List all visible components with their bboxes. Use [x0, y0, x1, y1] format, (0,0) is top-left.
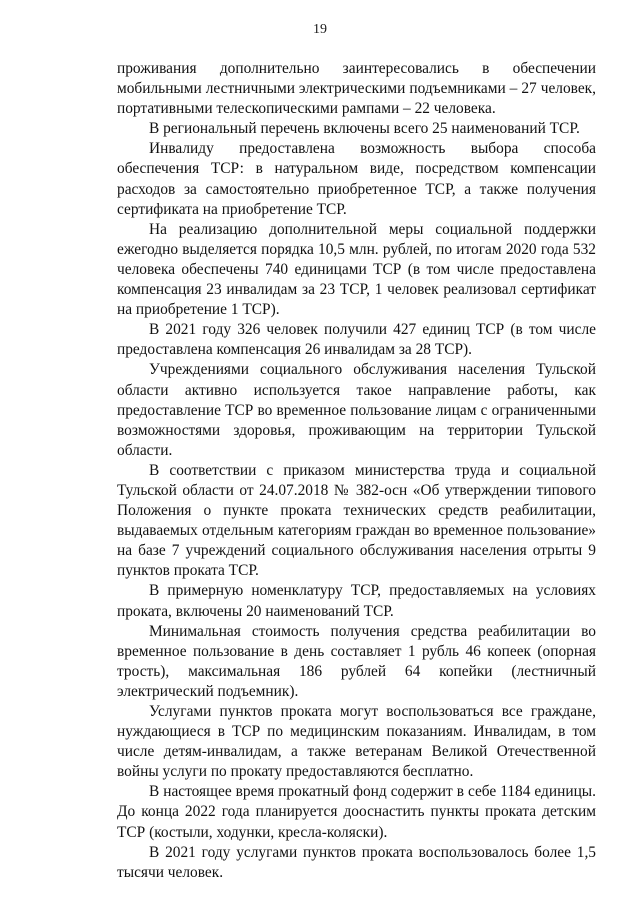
page-number: 19 — [313, 22, 327, 37]
paragraph: В региональный перечень включены всего 25 наименований ТСР. — [149, 120, 580, 138]
paragraph-continuation: проживания дополнительно заинтересовались в обеспечении мобильными лестничными электрическими подъемниками – 27 человек, портативными телескопическими рампами – 22 человека. — [117, 60, 596, 118]
paragraph: В примерную номенклатуру ТСР, предоставляемых на условиях проката, включены 20 наименований ТСР. — [117, 582, 596, 620]
paragraph: Инвалиду предоставлена возможность выбора способа обеспечения ТСР: в натуральном виде, посредством компенсации расходов за самостоятельно приобретенное ТСР, а также получения сертификата на приобретение ТСР. — [117, 140, 596, 218]
paragraph: В 2021 году услугами пунктов проката воспользовалось более 1,5 тысячи человек. — [117, 843, 596, 881]
paragraph: В соответствии с приказом министерства труда и социальной Тульской области от 24.07.2018 № 382-осн «Об утверждении типового Положения о пункте проката технических средств реабилитации, выдаваемых отдельным категориям граждан во временное пользование» на базе 7 учреждений социального обслуживания населения отрыты 9 пунктов проката ТСР. — [117, 461, 596, 580]
paragraph: В настоящее время прокатный фонд содержит в себе 1184 единицы. До конца 2022 года планируется дооснастить пункты проката детским ТСР (костыли, ходунки, кресла-коляски). — [117, 783, 596, 841]
paragraph: Услугами пунктов проката могут воспользоваться все граждане, нуждающиеся в ТСР по медицинским показаниям. Инвалидам, в том числе детям-инвалидам, а также ветеранам Великой Отечественной войны услуги по прокату предоставляются бесплатно. — [117, 703, 596, 781]
document-body — [117, 59, 596, 883]
paragraph: На реализацию дополнительной меры социальной поддержки ежегодно выделяется порядка 10,5 млн. рублей, по итогам 2020 года 532 человека обеспечены 740 единицами ТСР (в том числе предоставлена компенсация 23 инвалидам за 23 ТСР, 1 человек реализовал сертификат на приобретение 1 ТСР). — [117, 220, 596, 319]
paragraph: Учреждениями социального обслуживания населения Тульской области активно используется такое направление работы, как предоставление ТСР во временное пользование лицам с ограниченными возможностями здоровья, проживающим на территории Тульской области. — [117, 361, 596, 459]
paragraph: Минимальная стоимость получения средства реабилитации во временное пользование в день составляет 1 рубль 46 копеек (опорная трость), максимальная 186 рублей 64 копейки (лестничный электрический подъемник). — [117, 622, 596, 700]
paragraph: В 2021 году 326 человек получили 427 единиц ТСР (в том числе предоставлена компенсация 26 инвалидам за 28 ТСР). — [117, 321, 596, 359]
